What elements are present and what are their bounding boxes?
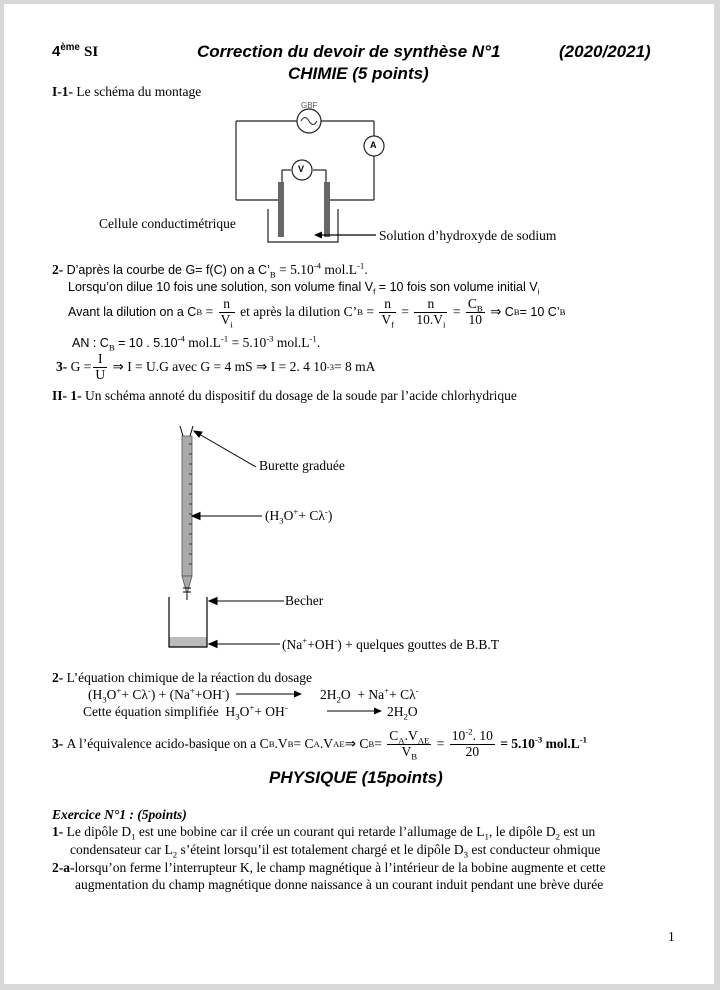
exercise-1-answer-1-cont: condensateur car $L_2$ s’éteint lorsqu’il est totalement chargé et le dipôle $D_3$ est conducteur ohmique (70, 842, 601, 860)
gbf-label: GBF (301, 101, 318, 110)
physics-title: PHYSIQUE (15points) (269, 768, 443, 787)
simplified-equation-arrow (4, 4, 714, 724)
question-i1: I-1- Le schéma du montage (52, 84, 202, 99)
page-number: 1 (668, 929, 675, 944)
school-year: (2020/2021) (559, 42, 651, 61)
voltmeter-label: V (298, 164, 305, 174)
ammeter-label: A (370, 140, 377, 150)
document-title: Correction du devoir de synthèse N°1 (197, 42, 501, 61)
question-2-line1: 2- D’après la courbe de G= f(C) on a $C’_B = 5.10^{-4}$ $mol.L^{-1}$. (52, 260, 368, 280)
solution-label: Solution d’hydroxyde de sodium (379, 228, 557, 243)
becher-label: Becher (285, 593, 324, 608)
document-page (4, 4, 714, 984)
full-equation-products: $2H_2O + Na^++ C\lambda^-$ (320, 685, 419, 705)
question-2-line2: Lorsqu’on dilue 10 fois une solution, son volume final $V_f = 10$ fois son volume initial $V_i$ (68, 280, 540, 297)
base-label: (Na++OH-) + quelques gouttes de B.B.T (282, 635, 499, 652)
question-ii3: 3- A l’équivalence acido-basique on a C B .V B = C A .V AE ⇒ C B = $\frac{C_A.V_{AE}}{V_B}$ = $\frac{10^{-2}. 10}{20}$ = $5.10^{-3}$ $mol.L^{-1}$ (52, 726, 588, 762)
full-equation: $(H_3O^++ C\lambda^-) + (Na^++OH^-)$ (88, 685, 230, 705)
acid-label: $(H_3O^++ C\lambda^-)$ (265, 506, 333, 526)
dilution-equation: Avant la dilution on a C B = $\frac{n}{V_i}$ et après la dilution C’ B = $\frac{n}{V_f}$ = $\frac{n}{10.V_i}$ = $\frac{C_B}{10}$ ⇒ C B = 10 C’ B (68, 296, 566, 330)
cell-label: Cellule conductimétrique (99, 216, 236, 231)
question-3: 3- G = $\frac{I}{U}$ ⇒ I = U.G avec G = 4 mS ⇒ I = 2. 4 10 -3 = 8 mA (56, 351, 376, 382)
exercise-1-answer-2a-cont: augmentation du champ magnétique donne naissance à un courant induit pendant une brève durée (75, 877, 604, 892)
exercise-1-answer-2a: 2-a-lorsqu’on ferme l’interrupteur K, le champ magnétique à l’intérieur de la bobine augmente et cette (52, 860, 606, 875)
numeric-application: AN : $C_B = 10$ . $5.10^{-4}$ $mol.L^{-1} = 5.10^{-3}$ $mol.L^{-1}$. (72, 333, 321, 353)
exercise-1-title: Exercice N°1 : (5points) (52, 807, 187, 822)
exercise-1-answer-1: 1- Le dipôle $D_1$ est une bobine car il crée un courant qui retarde l’allumage de $L_1$, le dipôle $D_2$ est un (52, 824, 596, 842)
question-ii2: 2- L’équation chimique de la réaction du dosage (52, 670, 313, 685)
class-level: 4ème SI (52, 42, 99, 60)
chemistry-title: CHIMIE (5 points) (288, 64, 429, 83)
question-ii1: II- 1- Un schéma annoté du dispositif du dosage de la soude par l’acide chlorhydrique (52, 388, 517, 403)
burette-label: Burette graduée (259, 458, 345, 473)
simplified-equation-product: $2H_2O$ (387, 704, 418, 722)
simplified-equation: Cette équation simplifiée $H_3O^++ OH^-$ (83, 702, 288, 722)
